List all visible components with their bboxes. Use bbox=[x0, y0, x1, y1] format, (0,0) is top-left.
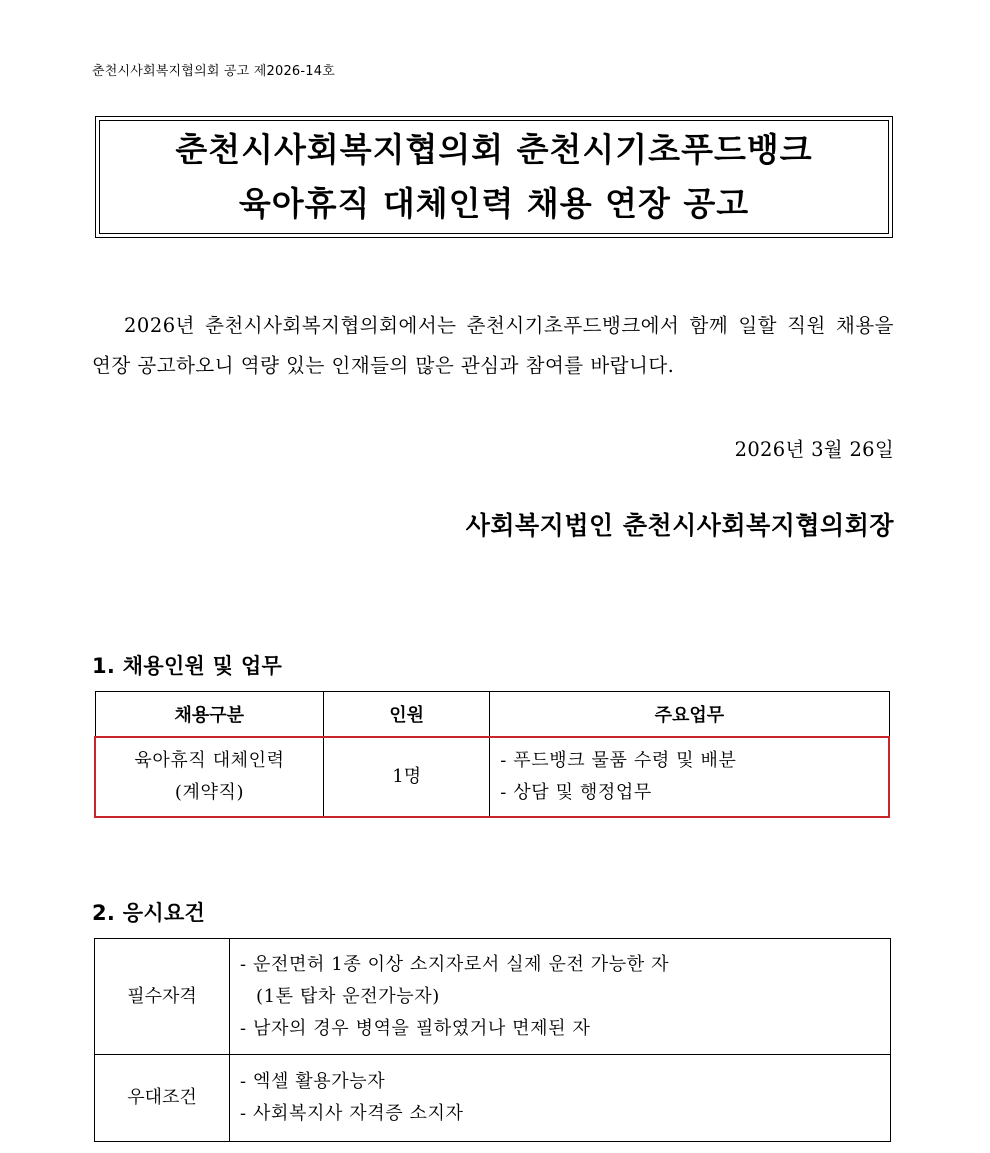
title-line-2: 육아휴직 대체인력 채용 연장 공고 bbox=[238, 184, 750, 223]
title-line-1: 춘천시사회복지협의회 춘천시기초푸드뱅크 bbox=[175, 130, 813, 169]
requirements-table bbox=[94, 938, 891, 1142]
preference-content bbox=[230, 1055, 891, 1142]
header-category: 채용구분 bbox=[95, 692, 324, 738]
requirement-line: - 운전면허 1종 이상 소지자로서 실제 운전 가능한 자 bbox=[240, 953, 670, 975]
duties-cell bbox=[490, 737, 889, 817]
preference-line: - 사회복지사 자격증 소지자 bbox=[240, 1103, 464, 1124]
preference-line: - 엑셀 활용가능자 bbox=[240, 1071, 386, 1092]
recruitment-table bbox=[94, 691, 890, 818]
requirement-line: (1톤 탑차 운전가능자) bbox=[256, 985, 440, 1007]
count-cell: 1명 bbox=[324, 737, 490, 817]
table-row bbox=[95, 1055, 891, 1142]
table-row bbox=[95, 939, 891, 1055]
category-line-1: 육아휴직 대체인력 bbox=[134, 750, 285, 771]
announcement-date: 2026년 3월 26일 bbox=[734, 438, 894, 461]
document-number: 춘천시사회복지협의회 공고 제2026-14호 bbox=[92, 64, 335, 79]
header-count: 인원 bbox=[324, 692, 490, 738]
requirement-label: 필수자격 bbox=[95, 939, 230, 1055]
requirement-line: - 남자의 경우 병역을 필하였거나 면제된 자 bbox=[240, 1017, 591, 1039]
signer: 사회복지법인 춘천시사회복지협의회장 bbox=[465, 511, 894, 540]
section-1-title: 1. 채용인원 및 업무 bbox=[92, 654, 283, 678]
requirement-content bbox=[230, 939, 891, 1055]
section-2-title: 2. 응시요건 bbox=[92, 901, 206, 925]
category-cell bbox=[95, 737, 324, 817]
duty-item: - 상담 및 행정업무 bbox=[500, 782, 652, 803]
table-row bbox=[95, 737, 889, 817]
header-duties: 주요업무 bbox=[490, 692, 889, 738]
table-header-row bbox=[95, 692, 889, 738]
preference-label: 우대조건 bbox=[95, 1055, 230, 1142]
category-line-2: (계약직) bbox=[174, 782, 245, 803]
intro-paragraph: 2026년 춘천시사회복지협의회에서는 춘천시기초푸드뱅크에서 함께 일할 직원 채용을 연장 공고하오니 역량 있는 인재들의 많은 관심과 참여를 바랍니다. bbox=[92, 314, 894, 377]
title-box bbox=[95, 116, 893, 238]
title-box-inner bbox=[99, 120, 889, 234]
duty-item: - 푸드뱅크 물품 수령 및 배분 bbox=[500, 750, 737, 771]
